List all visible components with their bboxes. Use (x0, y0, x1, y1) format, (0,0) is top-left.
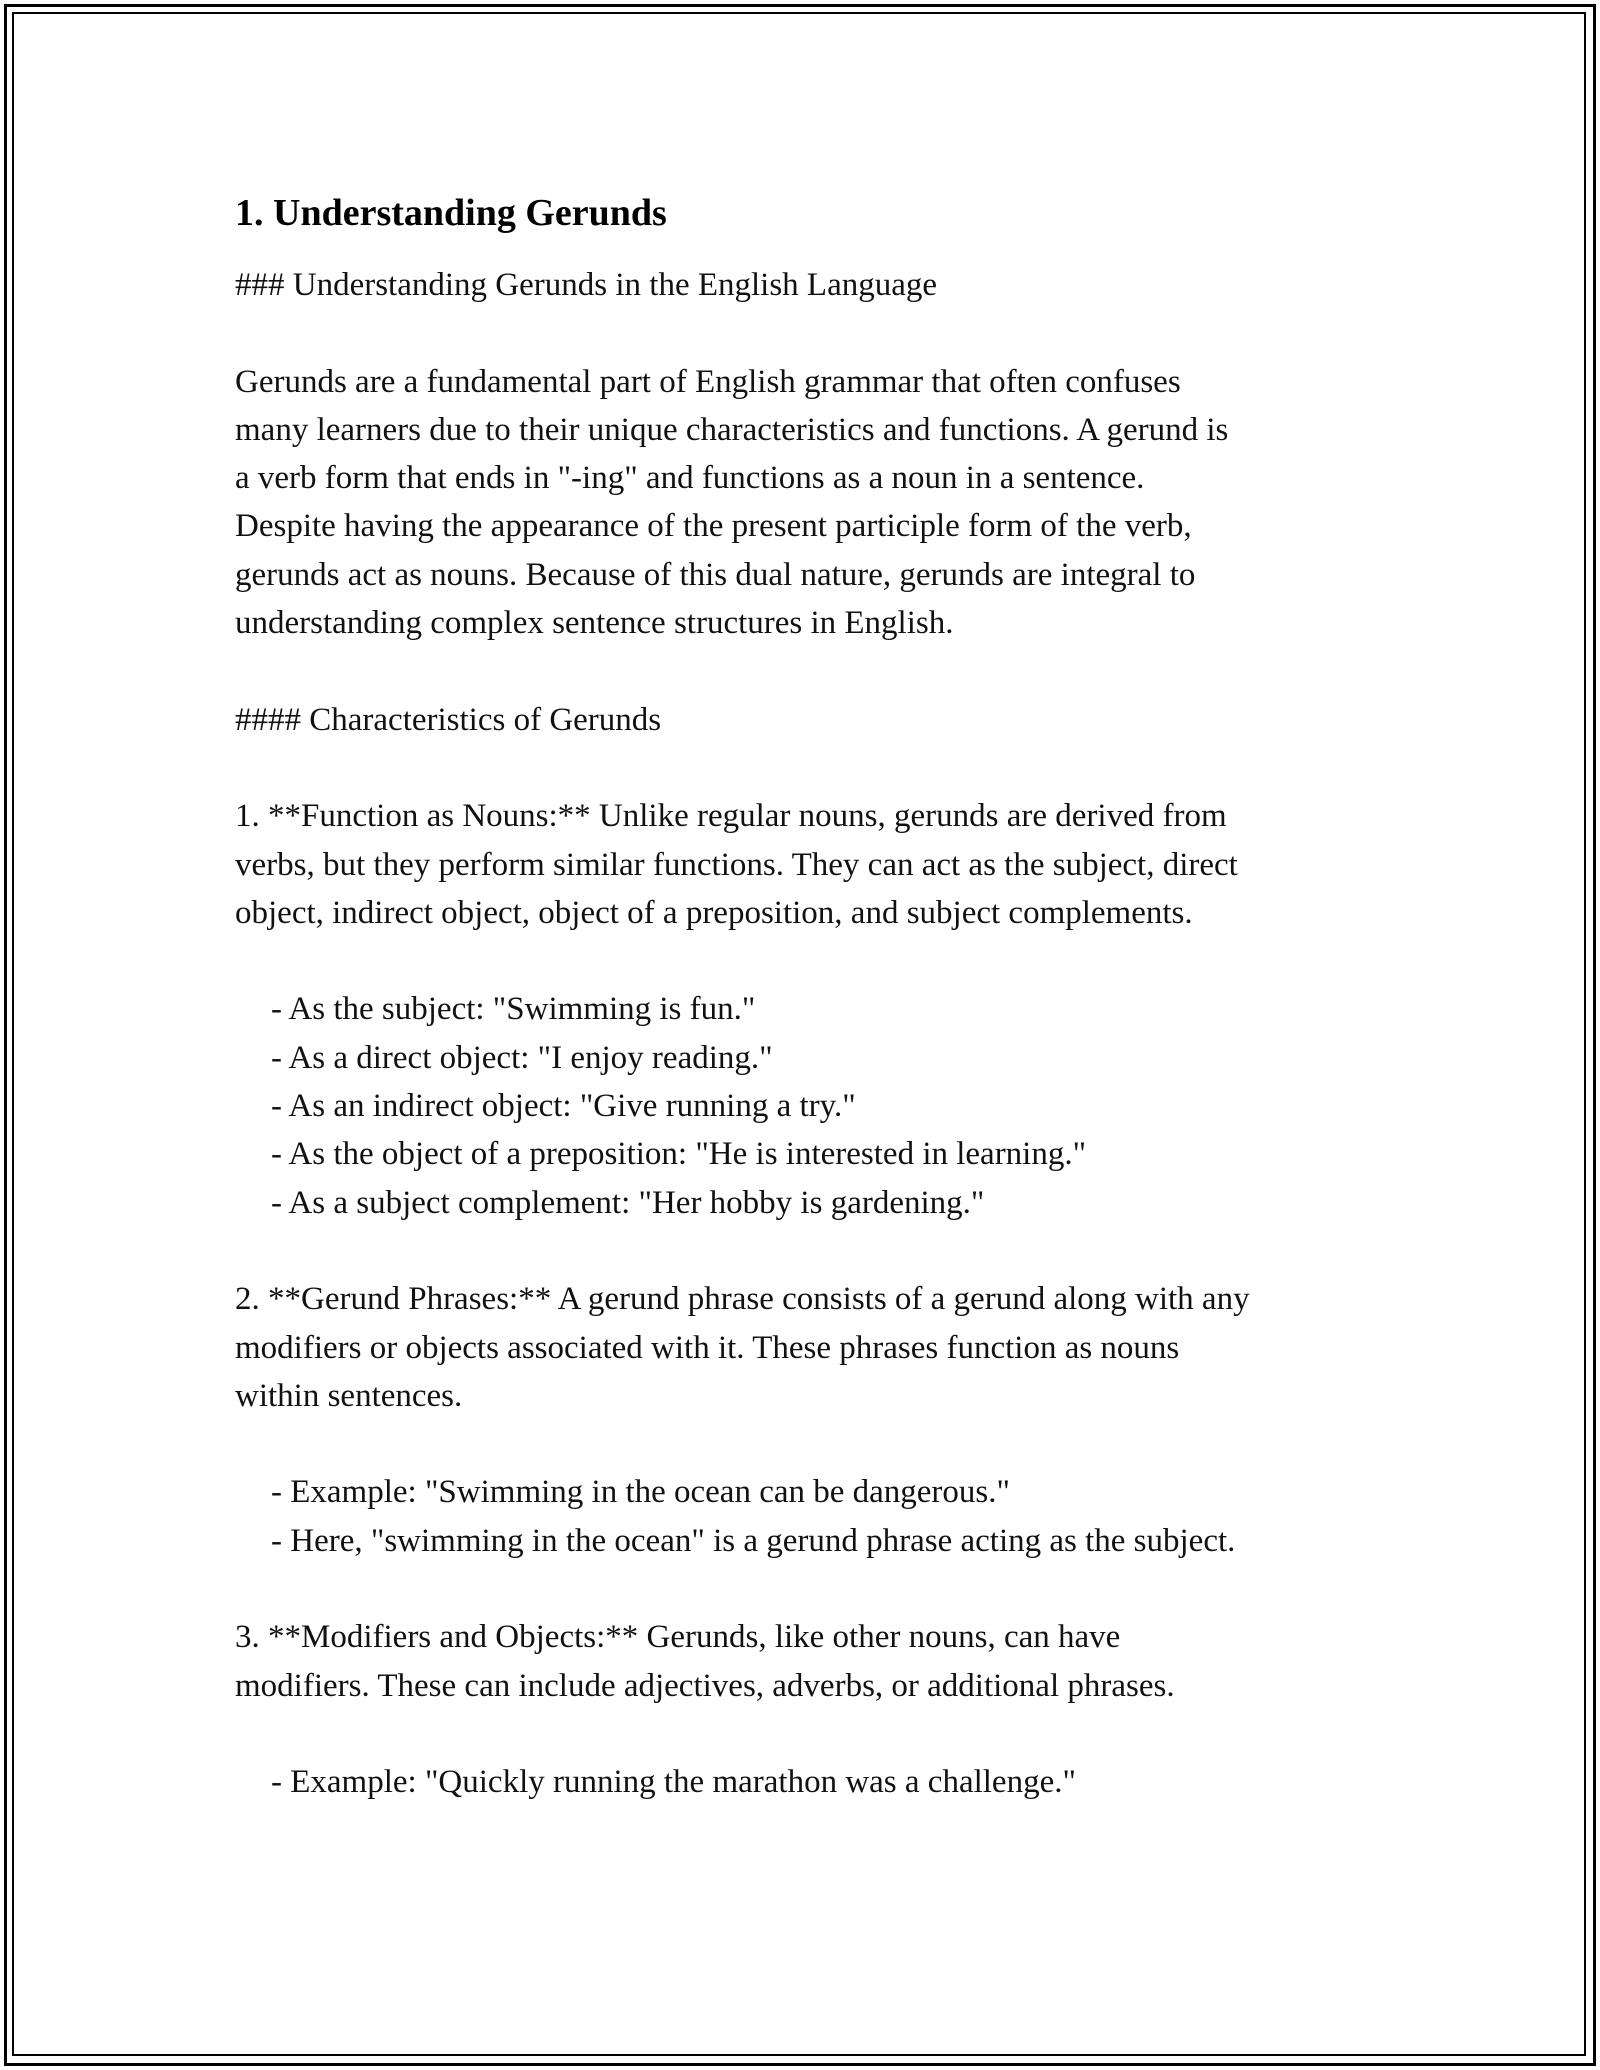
spacer (235, 937, 1385, 985)
document-title: 1. Understanding Gerunds (235, 192, 667, 234)
intro-paragraph (235, 358, 1385, 648)
spacer (235, 744, 1385, 792)
point-1 (235, 792, 1385, 937)
paragraph-line: understanding complex sentence structures in English. (235, 605, 954, 642)
paragraph-line: 3. **Modifiers and Objects:** Gerunds, like other nouns, can have (235, 1619, 1121, 1656)
spacer (235, 1227, 1385, 1275)
point-1-examples (235, 985, 1385, 1226)
document-body (235, 188, 1385, 1807)
characteristics-heading: #### Characteristics of Gerunds (235, 701, 662, 738)
paragraph-line: a verb form that ends in "-ing" and functions as a noun in a sentence. (235, 460, 1145, 497)
paragraph-line: modifiers. These can include adjectives, adverbs, or additional phrases. (235, 1667, 1175, 1704)
list-item: - Example: "Quickly running the marathon was a challenge." (271, 1764, 1076, 1801)
list-item: - As a subject complement: "Her hobby is gardening." (271, 1184, 985, 1221)
paragraph-line: object, indirect object, object of a preposition, and subject complements. (235, 894, 1193, 931)
list-item: - As the subject: "Swimming is fun." (271, 991, 756, 1028)
paragraph-line: modifiers or objects associated with it. These phrases function as nouns (235, 1329, 1180, 1366)
spacer (235, 309, 1385, 357)
paragraph-line: Gerunds are a fundamental part of English grammar that often confuses (235, 363, 1181, 400)
list-item: - As the object of a preposition: "He is interested in learning." (271, 1136, 1087, 1173)
list-item: - Example: "Swimming in the ocean can be dangerous." (271, 1474, 1010, 1511)
spacer (235, 647, 1385, 695)
paragraph-line: Despite having the appearance of the present participle form of the verb, (235, 508, 1192, 545)
spacer (235, 1710, 1385, 1758)
paragraph-line: 2. **Gerund Phrases:** A gerund phrase consists of a gerund along with any (235, 1281, 1250, 1318)
paragraph-line: verbs, but they perform similar functions. They can act as the subject, direct (235, 846, 1238, 883)
paragraph-line: within sentences. (235, 1377, 463, 1414)
spacer (235, 1565, 1385, 1613)
point-2 (235, 1275, 1385, 1420)
point-3 (235, 1613, 1385, 1710)
point-3-examples (235, 1758, 1385, 1806)
list-item: - Here, "swimming in the ocean" is a gerund phrase acting as the subject. (271, 1522, 1236, 1559)
point-2-examples (235, 1468, 1385, 1565)
subheading: ### Understanding Gerunds in the English Language (235, 267, 938, 303)
list-item: - As an indirect object: "Give running a try." (271, 1088, 856, 1125)
paragraph-line: gerunds act as nouns. Because of this dual nature, gerunds are integral to (235, 556, 1196, 593)
spacer (235, 1420, 1385, 1468)
paragraph-line: many learners due to their unique characteristics and functions. A gerund is (235, 411, 1229, 448)
paragraph-line: 1. **Function as Nouns:** Unlike regular nouns, gerunds are derived from (235, 798, 1227, 835)
list-item: - As a direct object: "I enjoy reading." (271, 1039, 773, 1076)
